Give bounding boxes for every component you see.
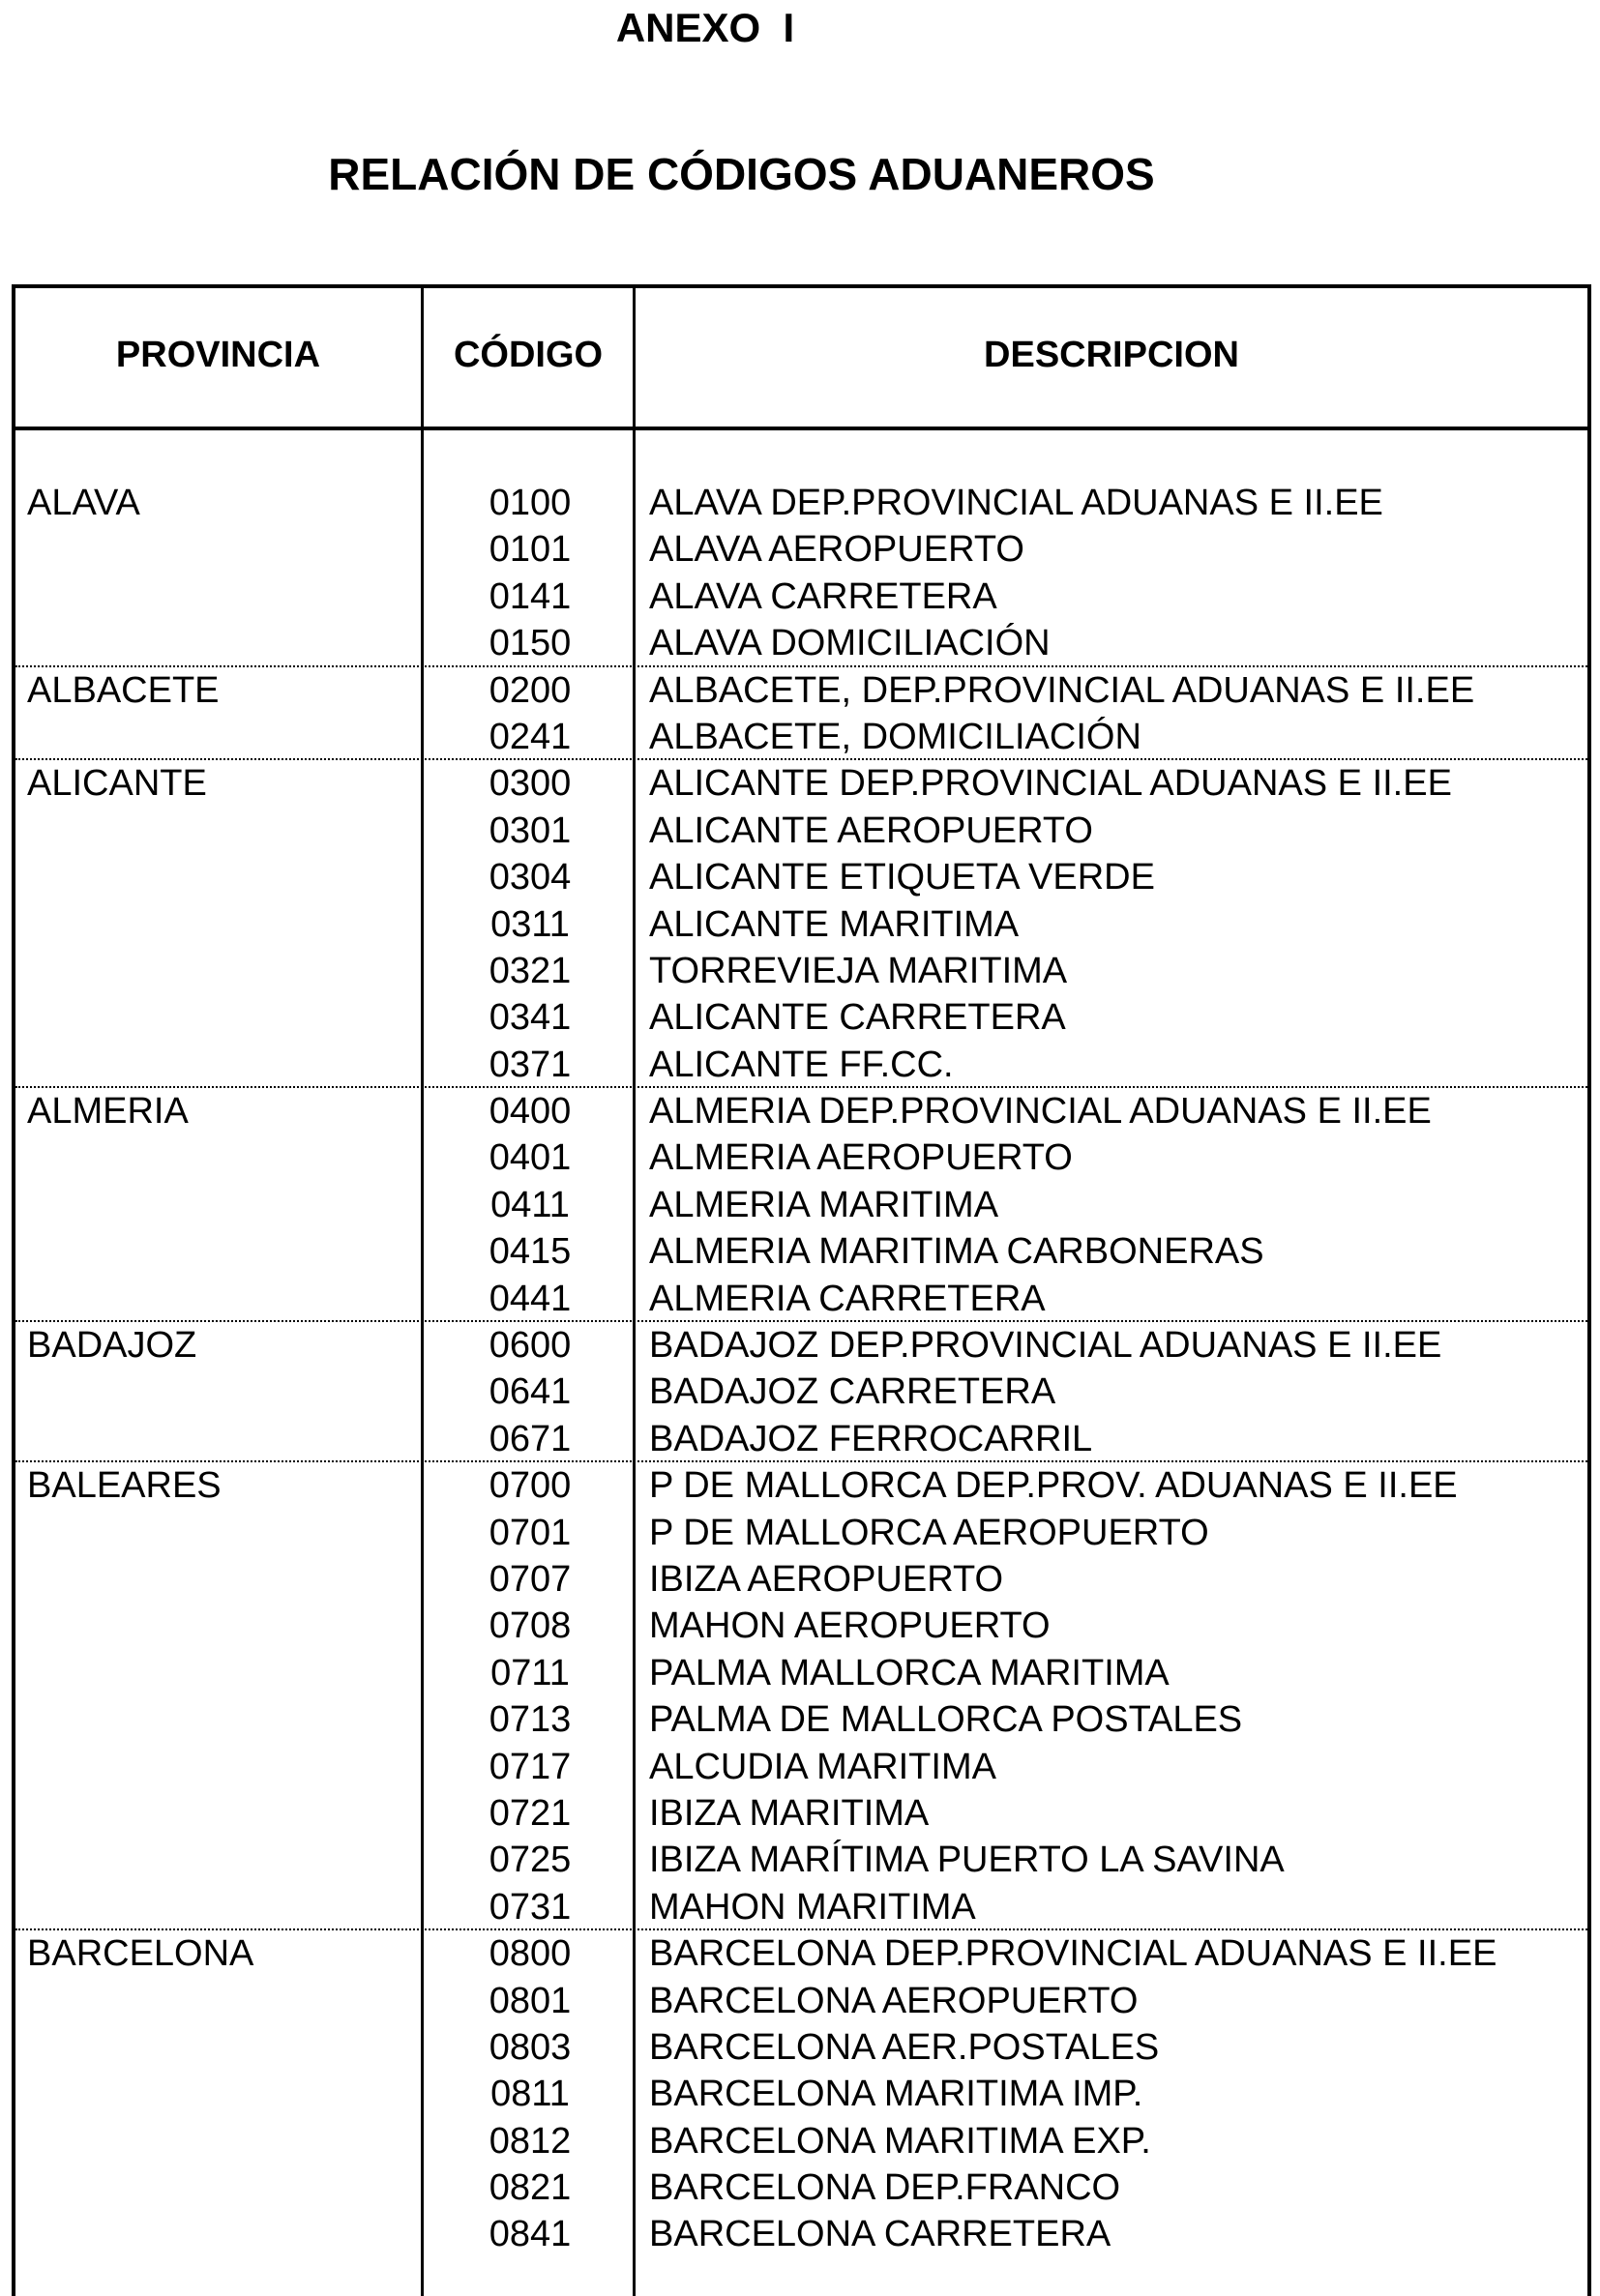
cell-codigo: 0241	[489, 716, 572, 757]
table-row	[15, 808, 1587, 854]
cell-descripcion: P DE MALLORCA DEP.PROV. ADUANAS E II.EE	[649, 1465, 1458, 1507]
table-row	[15, 1462, 1587, 1509]
cell-codigo: 0803	[489, 2026, 572, 2068]
cell-descripcion: MAHON MARITIMA	[649, 1886, 976, 1928]
table-row	[15, 620, 1587, 666]
cell-codigo: 0707	[489, 1558, 572, 1600]
cell-codigo: 0141	[489, 575, 572, 617]
table-row	[15, 574, 1587, 620]
table-row	[15, 2118, 1587, 2164]
table-row	[15, 760, 1587, 807]
cell-descripcion: IBIZA MARÍTIMA PUERTO LA SAVINA	[649, 1840, 1285, 1881]
cell-descripcion: BARCELONA AER.POSTALES	[649, 2026, 1160, 2068]
cell-descripcion: PALMA DE MALLORCA POSTALES	[649, 1699, 1243, 1741]
table-row	[15, 667, 1587, 714]
cell-codigo: 0200	[489, 669, 572, 711]
table-row	[15, 901, 1587, 948]
cell-provincia: ALMERIA	[27, 1091, 189, 1133]
cell-codigo: 0721	[489, 1792, 572, 1834]
cell-descripcion: ALICANTE FF.CC.	[649, 1044, 954, 1085]
cell-descripcion: BADAJOZ CARRETERA	[649, 1371, 1056, 1413]
cell-provincia: BADAJOZ	[27, 1325, 197, 1367]
cell-descripcion: BARCELONA MARITIMA EXP.	[649, 2120, 1151, 2162]
cell-codigo: 0415	[489, 1231, 572, 1273]
cell-descripcion: ALCUDIA MARITIMA	[649, 1746, 996, 1787]
cell-codigo: 0713	[489, 1699, 572, 1741]
table-row	[15, 1790, 1587, 1837]
table-row	[15, 1134, 1587, 1181]
cell-provincia: BARCELONA	[27, 1933, 254, 1975]
table-row	[15, 1603, 1587, 1649]
table-row	[15, 1650, 1587, 1696]
table-row	[15, 2211, 1587, 2257]
table-row	[15, 1228, 1587, 1275]
table-row	[15, 1556, 1587, 1603]
cell-provincia: BALEARES	[27, 1465, 222, 1507]
cell-descripcion: ALICANTE CARRETERA	[649, 997, 1066, 1039]
cell-codigo: 0401	[489, 1137, 572, 1179]
cell-descripcion: MAHON AEROPUERTO	[649, 1605, 1051, 1647]
cell-descripcion: ALICANTE AEROPUERTO	[649, 809, 1093, 851]
cell-descripcion: BARCELONA DEP.FRANCO	[649, 2167, 1121, 2209]
table-row	[15, 1930, 1587, 1977]
table-row	[15, 948, 1587, 994]
cell-codigo: 0641	[489, 1371, 572, 1413]
cell-descripcion: IBIZA AEROPUERTO	[649, 1558, 1004, 1600]
cell-codigo: 0600	[489, 1325, 572, 1367]
cell-codigo: 0101	[489, 529, 572, 571]
cell-codigo: 0812	[489, 2120, 572, 2162]
cell-codigo: 0821	[489, 2167, 572, 2209]
cell-provincia: ALBACETE	[27, 669, 220, 711]
cell-descripcion: ALAVA DOMICILIACIÓN	[649, 623, 1051, 664]
cell-descripcion: ALBACETE, DEP.PROVINCIAL ADUANAS E II.EE	[649, 669, 1475, 711]
table-row	[15, 1416, 1587, 1462]
cell-descripcion: ALMERIA MARITIMA CARBONERAS	[649, 1231, 1264, 1273]
cell-descripcion: BARCELONA MARITIMA IMP.	[649, 2074, 1143, 2115]
table-row	[15, 2024, 1587, 2071]
table-row	[15, 994, 1587, 1041]
table-row	[15, 2071, 1587, 2117]
table-row	[15, 1696, 1587, 1743]
cell-codigo: 0801	[489, 1980, 572, 2021]
document-subtitle: RELACIÓN DE CÓDIGOS ADUANEROS	[328, 149, 1155, 199]
cell-descripcion: ALBACETE, DOMICILIACIÓN	[649, 716, 1141, 757]
cell-codigo: 0400	[489, 1091, 572, 1133]
table-row	[15, 1276, 1587, 1322]
cell-codigo: 0701	[489, 1512, 572, 1553]
cell-descripcion: ALICANTE DEP.PROVINCIAL ADUANAS E II.EE	[649, 763, 1452, 805]
header-divider	[12, 427, 1591, 430]
table-row	[15, 1088, 1587, 1134]
cell-descripcion: BARCELONA CARRETERA	[649, 2214, 1111, 2255]
cell-codigo: 0321	[489, 950, 572, 991]
cell-codigo: 0700	[489, 1465, 572, 1507]
cell-descripcion: ALAVA AEROPUERTO	[649, 529, 1024, 571]
cell-codigo: 0100	[489, 483, 572, 523]
cell-descripcion: ALMERIA AEROPUERTO	[649, 1137, 1073, 1179]
cell-codigo: 0311	[490, 903, 570, 945]
table-row	[15, 1182, 1587, 1228]
cell-descripcion: ALMERIA DEP.PROVINCIAL ADUANAS E II.EE	[649, 1091, 1432, 1133]
cell-codigo: 0717	[489, 1746, 572, 1787]
cell-provincia: ALICANTE	[27, 763, 207, 805]
table-row	[15, 1510, 1587, 1556]
cell-descripcion: ALMERIA MARITIMA	[649, 1184, 999, 1225]
cell-descripcion: ALICANTE MARITIMA	[649, 903, 1020, 945]
table-row	[15, 526, 1587, 573]
cell-codigo: 0725	[489, 1840, 572, 1881]
cell-codigo: 0841	[489, 2214, 572, 2255]
cell-descripcion: BADAJOZ FERROCARRIL	[649, 1418, 1093, 1459]
cell-provincia: ALAVA	[27, 483, 140, 523]
table-row	[15, 1837, 1587, 1883]
table-row	[15, 1744, 1587, 1790]
cell-codigo: 0301	[489, 809, 572, 851]
cell-codigo: 0411	[490, 1184, 570, 1225]
cell-descripcion: TORREVIEJA MARITIMA	[649, 950, 1068, 991]
cell-codigo: 0711	[490, 1652, 570, 1693]
document-title: ANEXO I	[615, 5, 795, 50]
header-descripcion: DESCRIPCION	[984, 335, 1239, 375]
cell-descripcion: BADAJOZ DEP.PROVINCIAL ADUANAS E II.EE	[649, 1325, 1442, 1367]
cell-codigo: 0441	[489, 1278, 572, 1319]
table-body	[15, 480, 1587, 2258]
cell-descripcion: BARCELONA AEROPUERTO	[649, 1980, 1139, 2021]
cell-codigo: 0800	[489, 1933, 572, 1975]
table-row	[15, 1978, 1587, 2024]
cell-descripcion: ALICANTE ETIQUETA VERDE	[649, 857, 1155, 898]
header-codigo: CÓDIGO	[453, 335, 604, 375]
cell-descripcion: ALAVA DEP.PROVINCIAL ADUANAS E II.EE	[649, 483, 1383, 523]
table-row	[15, 1322, 1587, 1369]
header-provincia: PROVINCIA	[115, 335, 321, 375]
table-row	[15, 1884, 1587, 1930]
cell-descripcion: P DE MALLORCA AEROPUERTO	[649, 1512, 1209, 1553]
table-row	[15, 1369, 1587, 1415]
cell-codigo: 0708	[489, 1605, 572, 1647]
cell-descripcion: ALMERIA CARRETERA	[649, 1278, 1046, 1319]
cell-descripcion: IBIZA MARITIMA	[649, 1792, 930, 1834]
cell-descripcion: BARCELONA DEP.PROVINCIAL ADUANAS E II.EE	[649, 1933, 1497, 1975]
table-row	[15, 480, 1587, 526]
cell-descripcion: ALAVA CARRETERA	[649, 575, 997, 617]
cell-descripcion: PALMA MALLORCA MARITIMA	[649, 1652, 1170, 1693]
cell-codigo: 0731	[489, 1886, 572, 1928]
cell-codigo: 0341	[489, 997, 572, 1039]
cell-codigo: 0150	[489, 623, 572, 664]
table-row	[15, 854, 1587, 900]
cell-codigo: 0304	[489, 857, 572, 898]
table-row	[15, 714, 1587, 760]
cell-codigo: 0371	[489, 1044, 572, 1085]
table-row	[15, 1042, 1587, 1088]
cell-codigo: 0671	[489, 1418, 572, 1459]
table-row	[15, 2164, 1587, 2211]
cell-codigo: 0811	[490, 2074, 570, 2115]
cell-codigo: 0300	[489, 763, 572, 805]
